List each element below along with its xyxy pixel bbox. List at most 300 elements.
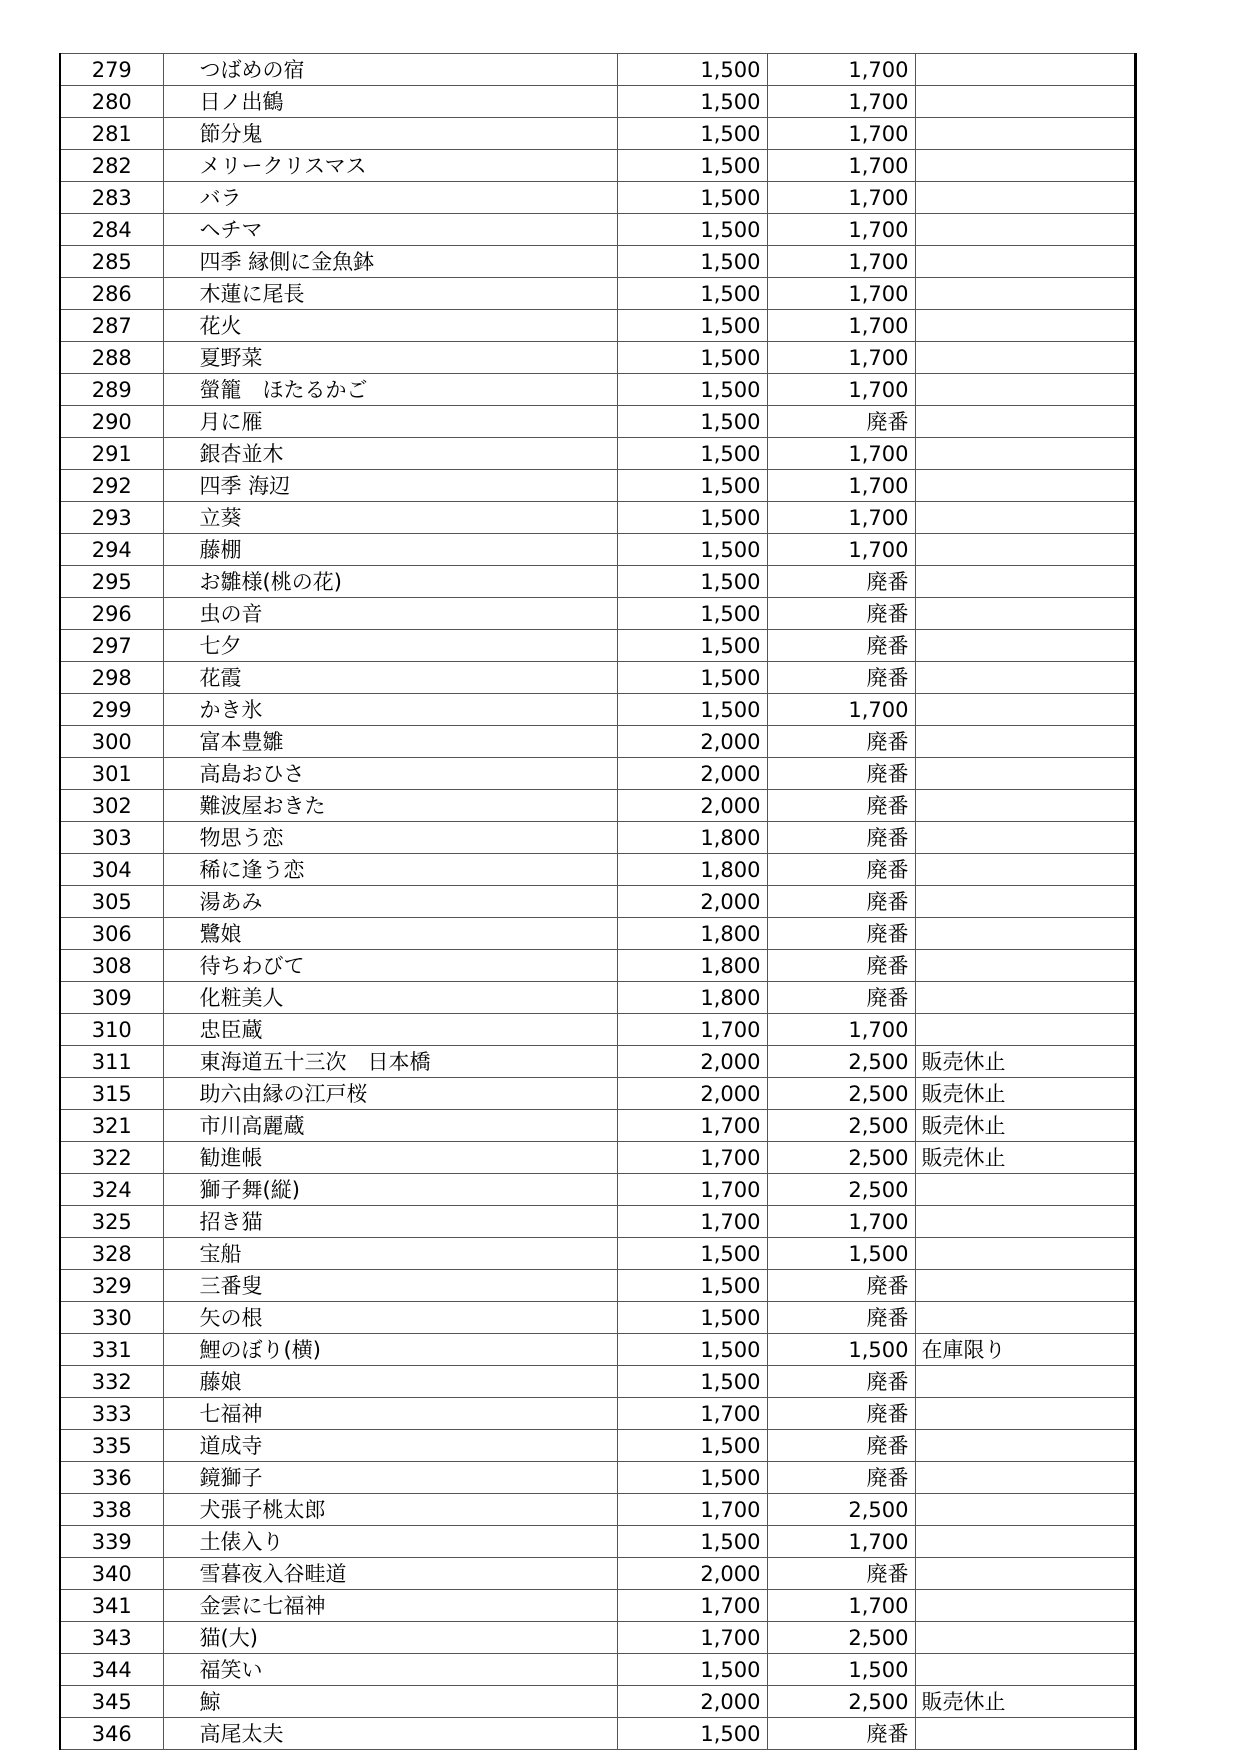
price-old-cell: 1,500 bbox=[617, 1526, 767, 1558]
item-number-cell: 330 bbox=[60, 1302, 163, 1334]
item-note-cell bbox=[915, 918, 1135, 950]
price-new-cell: 廃番 bbox=[767, 758, 915, 790]
item-name-cell: 東海道五十三次 日本橋 bbox=[163, 1046, 617, 1078]
item-name-cell: 銀杏並木 bbox=[163, 438, 617, 470]
table-row bbox=[60, 150, 1135, 182]
item-name-cell: 節分鬼 bbox=[163, 118, 617, 150]
item-note-cell bbox=[915, 1654, 1135, 1686]
item-number-cell: 322 bbox=[60, 1142, 163, 1174]
item-number-cell: 304 bbox=[60, 854, 163, 886]
item-name-cell: 金雲に七福神 bbox=[163, 1590, 617, 1622]
item-note-cell bbox=[915, 1014, 1135, 1046]
item-number-cell: 301 bbox=[60, 758, 163, 790]
price-old-cell: 1,500 bbox=[617, 598, 767, 630]
table-row bbox=[60, 278, 1135, 310]
item-note-cell bbox=[915, 822, 1135, 854]
price-new-cell: 2,500 bbox=[767, 1142, 915, 1174]
item-number-cell: 343 bbox=[60, 1622, 163, 1654]
item-name-cell: 助六由縁の江戸桜 bbox=[163, 1078, 617, 1110]
item-name-cell: 招き猫 bbox=[163, 1206, 617, 1238]
item-name-cell: 藤娘 bbox=[163, 1366, 617, 1398]
item-name-cell: 夏野菜 bbox=[163, 342, 617, 374]
table-row bbox=[60, 438, 1135, 470]
table-row bbox=[60, 1590, 1135, 1622]
table-row bbox=[60, 566, 1135, 598]
price-old-cell: 1,500 bbox=[617, 118, 767, 150]
price-new-cell: 2,500 bbox=[767, 1110, 915, 1142]
price-new-cell: 廃番 bbox=[767, 886, 915, 918]
price-old-cell: 1,500 bbox=[617, 1462, 767, 1494]
price-new-cell: 1,700 bbox=[767, 438, 915, 470]
price-old-cell: 1,500 bbox=[617, 1654, 767, 1686]
item-name-cell: 矢の根 bbox=[163, 1302, 617, 1334]
price-new-cell: 1,700 bbox=[767, 1526, 915, 1558]
item-name-cell: 湯あみ bbox=[163, 886, 617, 918]
price-new-cell: 1,700 bbox=[767, 214, 915, 246]
item-number-cell: 339 bbox=[60, 1526, 163, 1558]
price-new-cell: 廃番 bbox=[767, 950, 915, 982]
price-old-cell: 1,500 bbox=[617, 374, 767, 406]
item-name-cell: メリークリスマス bbox=[163, 150, 617, 182]
table-row bbox=[60, 1558, 1135, 1590]
price-new-cell: 廃番 bbox=[767, 630, 915, 662]
price-old-cell: 2,000 bbox=[617, 1078, 767, 1110]
price-old-cell: 1,500 bbox=[617, 438, 767, 470]
table-row bbox=[60, 374, 1135, 406]
table-row bbox=[60, 726, 1135, 758]
price-old-cell: 1,500 bbox=[617, 1334, 767, 1366]
price-new-cell: 1,700 bbox=[767, 342, 915, 374]
price-new-cell: 1,700 bbox=[767, 86, 915, 118]
item-number-cell: 309 bbox=[60, 982, 163, 1014]
item-number-cell: 331 bbox=[60, 1334, 163, 1366]
item-number-cell: 286 bbox=[60, 278, 163, 310]
price-new-cell: 廃番 bbox=[767, 566, 915, 598]
price-new-cell: 2,500 bbox=[767, 1078, 915, 1110]
item-number-cell: 290 bbox=[60, 406, 163, 438]
table-row bbox=[60, 310, 1135, 342]
item-number-cell: 295 bbox=[60, 566, 163, 598]
item-note-cell bbox=[915, 1238, 1135, 1270]
item-name-cell: 忠臣蔵 bbox=[163, 1014, 617, 1046]
price-new-cell: 2,500 bbox=[767, 1174, 915, 1206]
item-name-cell: 立葵 bbox=[163, 502, 617, 534]
item-note-cell bbox=[915, 1430, 1135, 1462]
item-number-cell: 283 bbox=[60, 182, 163, 214]
item-number-cell: 285 bbox=[60, 246, 163, 278]
item-name-cell: 螢籠 ほたるかご bbox=[163, 374, 617, 406]
item-number-cell: 297 bbox=[60, 630, 163, 662]
price-old-cell: 1,800 bbox=[617, 822, 767, 854]
item-number-cell: 311 bbox=[60, 1046, 163, 1078]
item-number-cell: 346 bbox=[60, 1718, 163, 1750]
price-new-cell: 1,700 bbox=[767, 278, 915, 310]
item-number-cell: 306 bbox=[60, 918, 163, 950]
item-note-cell bbox=[915, 214, 1135, 246]
item-name-cell: 獅子舞(縦) bbox=[163, 1174, 617, 1206]
item-number-cell: 325 bbox=[60, 1206, 163, 1238]
price-new-cell: 1,700 bbox=[767, 118, 915, 150]
item-note-cell bbox=[915, 502, 1135, 534]
price-old-cell: 1,500 bbox=[617, 214, 767, 246]
item-name-cell: 鯨 bbox=[163, 1686, 617, 1718]
item-number-cell: 310 bbox=[60, 1014, 163, 1046]
price-old-cell: 1,500 bbox=[617, 470, 767, 502]
table-row bbox=[60, 1718, 1135, 1750]
price-old-cell: 2,000 bbox=[617, 1046, 767, 1078]
price-new-cell: 1,700 bbox=[767, 534, 915, 566]
price-new-cell: 1,500 bbox=[767, 1654, 915, 1686]
table-row bbox=[60, 214, 1135, 246]
item-note-cell bbox=[915, 406, 1135, 438]
item-name-cell: 猫(大) bbox=[163, 1622, 617, 1654]
price-old-cell: 1,800 bbox=[617, 982, 767, 1014]
table-row bbox=[60, 1302, 1135, 1334]
price-old-cell: 1,500 bbox=[617, 342, 767, 374]
item-name-cell: つばめの宿 bbox=[163, 54, 617, 86]
item-number-cell: 308 bbox=[60, 950, 163, 982]
price-old-cell: 1,500 bbox=[617, 310, 767, 342]
item-note-cell bbox=[915, 950, 1135, 982]
item-number-cell: 287 bbox=[60, 310, 163, 342]
price-new-cell: 廃番 bbox=[767, 726, 915, 758]
item-note-cell bbox=[915, 1462, 1135, 1494]
table-row bbox=[60, 1526, 1135, 1558]
item-note-cell bbox=[915, 342, 1135, 374]
table-row bbox=[60, 886, 1135, 918]
item-number-cell: 282 bbox=[60, 150, 163, 182]
table-row bbox=[60, 182, 1135, 214]
item-name-cell: 四季 海辺 bbox=[163, 470, 617, 502]
table-row bbox=[60, 598, 1135, 630]
price-new-cell: 廃番 bbox=[767, 406, 915, 438]
price-list-sheet bbox=[59, 53, 1134, 1750]
price-old-cell: 1,700 bbox=[617, 1206, 767, 1238]
price-new-cell: 廃番 bbox=[767, 1398, 915, 1430]
item-note-cell bbox=[915, 1302, 1135, 1334]
price-new-cell: 2,500 bbox=[767, 1686, 915, 1718]
table-row bbox=[60, 854, 1135, 886]
price-old-cell: 1,500 bbox=[617, 502, 767, 534]
price-old-cell: 1,500 bbox=[617, 150, 767, 182]
item-name-cell: 市川高麗蔵 bbox=[163, 1110, 617, 1142]
price-new-cell: 1,700 bbox=[767, 694, 915, 726]
table-row bbox=[60, 758, 1135, 790]
price-old-cell: 1,500 bbox=[617, 534, 767, 566]
price-new-cell: 2,500 bbox=[767, 1046, 915, 1078]
item-note-cell bbox=[915, 246, 1135, 278]
item-note-cell bbox=[915, 854, 1135, 886]
table-row bbox=[60, 1430, 1135, 1462]
item-note-cell bbox=[915, 726, 1135, 758]
item-name-cell: 七福神 bbox=[163, 1398, 617, 1430]
item-note-cell bbox=[915, 1526, 1135, 1558]
item-note-cell bbox=[915, 118, 1135, 150]
item-number-cell: 333 bbox=[60, 1398, 163, 1430]
item-note-cell: 販売休止 bbox=[915, 1046, 1135, 1078]
item-number-cell: 299 bbox=[60, 694, 163, 726]
table-row bbox=[60, 470, 1135, 502]
item-name-cell: お雛様(桃の花) bbox=[163, 566, 617, 598]
item-note-cell: 販売休止 bbox=[915, 1686, 1135, 1718]
item-number-cell: 292 bbox=[60, 470, 163, 502]
item-name-cell: 勧進帳 bbox=[163, 1142, 617, 1174]
item-note-cell bbox=[915, 1558, 1135, 1590]
table-row bbox=[60, 118, 1135, 150]
table-row bbox=[60, 54, 1135, 86]
item-number-cell: 300 bbox=[60, 726, 163, 758]
price-new-cell: 1,700 bbox=[767, 502, 915, 534]
price-old-cell: 1,700 bbox=[617, 1494, 767, 1526]
item-note-cell bbox=[915, 1270, 1135, 1302]
price-old-cell: 1,700 bbox=[617, 1174, 767, 1206]
table-row bbox=[60, 982, 1135, 1014]
item-note-cell bbox=[915, 1590, 1135, 1622]
item-name-cell: 道成寺 bbox=[163, 1430, 617, 1462]
price-old-cell: 1,700 bbox=[617, 1622, 767, 1654]
table-row bbox=[60, 790, 1135, 822]
price-new-cell: 廃番 bbox=[767, 790, 915, 822]
item-name-cell: ヘチマ bbox=[163, 214, 617, 246]
price-old-cell: 1,500 bbox=[617, 566, 767, 598]
price-old-cell: 1,800 bbox=[617, 950, 767, 982]
table-row bbox=[60, 86, 1135, 118]
price-old-cell: 1,700 bbox=[617, 1142, 767, 1174]
price-old-cell: 1,500 bbox=[617, 1366, 767, 1398]
price-old-cell: 1,500 bbox=[617, 54, 767, 86]
price-old-cell: 1,500 bbox=[617, 406, 767, 438]
table-row bbox=[60, 246, 1135, 278]
table-row bbox=[60, 1238, 1135, 1270]
price-new-cell: 1,700 bbox=[767, 246, 915, 278]
item-note-cell bbox=[915, 310, 1135, 342]
item-name-cell: 宝船 bbox=[163, 1238, 617, 1270]
item-number-cell: 305 bbox=[60, 886, 163, 918]
item-number-cell: 328 bbox=[60, 1238, 163, 1270]
price-new-cell: 廃番 bbox=[767, 1718, 915, 1750]
item-note-cell bbox=[915, 758, 1135, 790]
price-new-cell: 1,700 bbox=[767, 150, 915, 182]
price-new-cell: 1,500 bbox=[767, 1238, 915, 1270]
item-note-cell bbox=[915, 534, 1135, 566]
item-note-cell bbox=[915, 982, 1135, 1014]
price-old-cell: 1,500 bbox=[617, 1302, 767, 1334]
item-note-cell bbox=[915, 1174, 1135, 1206]
item-note-cell: 販売休止 bbox=[915, 1078, 1135, 1110]
table-row bbox=[60, 1494, 1135, 1526]
price-new-cell: 廃番 bbox=[767, 662, 915, 694]
price-new-cell: 廃番 bbox=[767, 918, 915, 950]
price-old-cell: 1,700 bbox=[617, 1014, 767, 1046]
price-old-cell: 1,500 bbox=[617, 182, 767, 214]
item-name-cell: バラ bbox=[163, 182, 617, 214]
price-new-cell: 廃番 bbox=[767, 1462, 915, 1494]
table-row bbox=[60, 1014, 1135, 1046]
item-number-cell: 296 bbox=[60, 598, 163, 630]
price-new-cell: 1,700 bbox=[767, 54, 915, 86]
item-name-cell: 七夕 bbox=[163, 630, 617, 662]
item-number-cell: 332 bbox=[60, 1366, 163, 1398]
price-new-cell: 1,700 bbox=[767, 1014, 915, 1046]
item-name-cell: 虫の音 bbox=[163, 598, 617, 630]
item-number-cell: 303 bbox=[60, 822, 163, 854]
price-new-cell: 2,500 bbox=[767, 1494, 915, 1526]
item-number-cell: 293 bbox=[60, 502, 163, 534]
price-old-cell: 1,700 bbox=[617, 1590, 767, 1622]
price-new-cell: 1,700 bbox=[767, 310, 915, 342]
table-row bbox=[60, 694, 1135, 726]
table-row bbox=[60, 1270, 1135, 1302]
item-name-cell: 四季 縁側に金魚鉢 bbox=[163, 246, 617, 278]
table-row bbox=[60, 1206, 1135, 1238]
item-note-cell bbox=[915, 150, 1135, 182]
price-new-cell: 廃番 bbox=[767, 1366, 915, 1398]
table-row bbox=[60, 822, 1135, 854]
table-row bbox=[60, 1686, 1135, 1718]
item-number-cell: 321 bbox=[60, 1110, 163, 1142]
item-number-cell: 345 bbox=[60, 1686, 163, 1718]
price-list-table bbox=[59, 53, 1137, 1750]
price-old-cell: 1,500 bbox=[617, 1270, 767, 1302]
table-row bbox=[60, 662, 1135, 694]
price-list-body bbox=[60, 54, 1135, 1750]
price-old-cell: 2,000 bbox=[617, 886, 767, 918]
item-name-cell: 高尾太夫 bbox=[163, 1718, 617, 1750]
item-note-cell bbox=[915, 1366, 1135, 1398]
price-new-cell: 廃番 bbox=[767, 854, 915, 886]
item-number-cell: 340 bbox=[60, 1558, 163, 1590]
table-row bbox=[60, 1366, 1135, 1398]
table-row bbox=[60, 502, 1135, 534]
price-new-cell: 1,500 bbox=[767, 1334, 915, 1366]
price-old-cell: 1,800 bbox=[617, 918, 767, 950]
item-note-cell bbox=[915, 470, 1135, 502]
item-note-cell bbox=[915, 1398, 1135, 1430]
item-number-cell: 279 bbox=[60, 54, 163, 86]
price-new-cell: 1,700 bbox=[767, 470, 915, 502]
price-old-cell: 1,500 bbox=[617, 278, 767, 310]
item-note-cell bbox=[915, 886, 1135, 918]
item-number-cell: 284 bbox=[60, 214, 163, 246]
item-note-cell bbox=[915, 598, 1135, 630]
table-row bbox=[60, 1110, 1135, 1142]
price-old-cell: 1,500 bbox=[617, 246, 767, 278]
item-name-cell: 花火 bbox=[163, 310, 617, 342]
price-old-cell: 1,700 bbox=[617, 1398, 767, 1430]
price-old-cell: 1,500 bbox=[617, 1430, 767, 1462]
price-new-cell: 1,700 bbox=[767, 1590, 915, 1622]
item-name-cell: 藤棚 bbox=[163, 534, 617, 566]
item-number-cell: 344 bbox=[60, 1654, 163, 1686]
item-note-cell bbox=[915, 374, 1135, 406]
table-row bbox=[60, 1174, 1135, 1206]
item-number-cell: 298 bbox=[60, 662, 163, 694]
item-note-cell bbox=[915, 438, 1135, 470]
item-number-cell: 289 bbox=[60, 374, 163, 406]
price-old-cell: 1,500 bbox=[617, 86, 767, 118]
item-name-cell: 鏡獅子 bbox=[163, 1462, 617, 1494]
price-new-cell: 1,700 bbox=[767, 1206, 915, 1238]
item-number-cell: 302 bbox=[60, 790, 163, 822]
item-number-cell: 329 bbox=[60, 1270, 163, 1302]
item-number-cell: 335 bbox=[60, 1430, 163, 1462]
item-number-cell: 291 bbox=[60, 438, 163, 470]
price-old-cell: 1,700 bbox=[617, 1110, 767, 1142]
item-note-cell bbox=[915, 694, 1135, 726]
price-new-cell: 廃番 bbox=[767, 822, 915, 854]
item-number-cell: 338 bbox=[60, 1494, 163, 1526]
item-name-cell: 待ちわびて bbox=[163, 950, 617, 982]
price-new-cell: 廃番 bbox=[767, 1302, 915, 1334]
price-old-cell: 1,800 bbox=[617, 854, 767, 886]
item-number-cell: 315 bbox=[60, 1078, 163, 1110]
item-note-cell bbox=[915, 278, 1135, 310]
item-note-cell bbox=[915, 182, 1135, 214]
table-row bbox=[60, 534, 1135, 566]
item-name-cell: 化粧美人 bbox=[163, 982, 617, 1014]
item-number-cell: 288 bbox=[60, 342, 163, 374]
item-name-cell: 日ノ出鶴 bbox=[163, 86, 617, 118]
price-old-cell: 2,000 bbox=[617, 758, 767, 790]
item-number-cell: 336 bbox=[60, 1462, 163, 1494]
price-new-cell: 廃番 bbox=[767, 982, 915, 1014]
item-name-cell: 木蓮に尾長 bbox=[163, 278, 617, 310]
item-name-cell: 犬張子桃太郎 bbox=[163, 1494, 617, 1526]
price-new-cell: 廃番 bbox=[767, 1558, 915, 1590]
item-note-cell: 販売休止 bbox=[915, 1142, 1135, 1174]
item-name-cell: かき氷 bbox=[163, 694, 617, 726]
item-name-cell: 物思う恋 bbox=[163, 822, 617, 854]
item-note-cell bbox=[915, 662, 1135, 694]
item-note-cell: 在庫限り bbox=[915, 1334, 1135, 1366]
table-row bbox=[60, 918, 1135, 950]
item-note-cell bbox=[915, 86, 1135, 118]
table-row bbox=[60, 630, 1135, 662]
price-old-cell: 2,000 bbox=[617, 1686, 767, 1718]
table-row bbox=[60, 950, 1135, 982]
item-name-cell: 鷺娘 bbox=[163, 918, 617, 950]
item-number-cell: 341 bbox=[60, 1590, 163, 1622]
item-name-cell: 福笑い bbox=[163, 1654, 617, 1686]
item-name-cell: 難波屋おきた bbox=[163, 790, 617, 822]
price-old-cell: 1,500 bbox=[617, 662, 767, 694]
item-note-cell bbox=[915, 630, 1135, 662]
table-row bbox=[60, 406, 1135, 438]
item-name-cell: 花霞 bbox=[163, 662, 617, 694]
price-new-cell: 1,700 bbox=[767, 182, 915, 214]
item-note-cell bbox=[915, 790, 1135, 822]
price-old-cell: 1,500 bbox=[617, 1718, 767, 1750]
table-row bbox=[60, 342, 1135, 374]
item-name-cell: 富本豊雛 bbox=[163, 726, 617, 758]
item-name-cell: 月に雁 bbox=[163, 406, 617, 438]
price-new-cell: 2,500 bbox=[767, 1622, 915, 1654]
table-row bbox=[60, 1398, 1135, 1430]
item-note-cell bbox=[915, 1718, 1135, 1750]
item-name-cell: 雪暮夜入谷畦道 bbox=[163, 1558, 617, 1590]
table-row bbox=[60, 1046, 1135, 1078]
price-old-cell: 2,000 bbox=[617, 726, 767, 758]
table-row bbox=[60, 1078, 1135, 1110]
item-name-cell: 三番叟 bbox=[163, 1270, 617, 1302]
item-number-cell: 294 bbox=[60, 534, 163, 566]
table-row bbox=[60, 1334, 1135, 1366]
price-old-cell: 1,500 bbox=[617, 630, 767, 662]
price-new-cell: 廃番 bbox=[767, 598, 915, 630]
price-new-cell: 廃番 bbox=[767, 1270, 915, 1302]
item-note-cell bbox=[915, 566, 1135, 598]
table-row bbox=[60, 1462, 1135, 1494]
